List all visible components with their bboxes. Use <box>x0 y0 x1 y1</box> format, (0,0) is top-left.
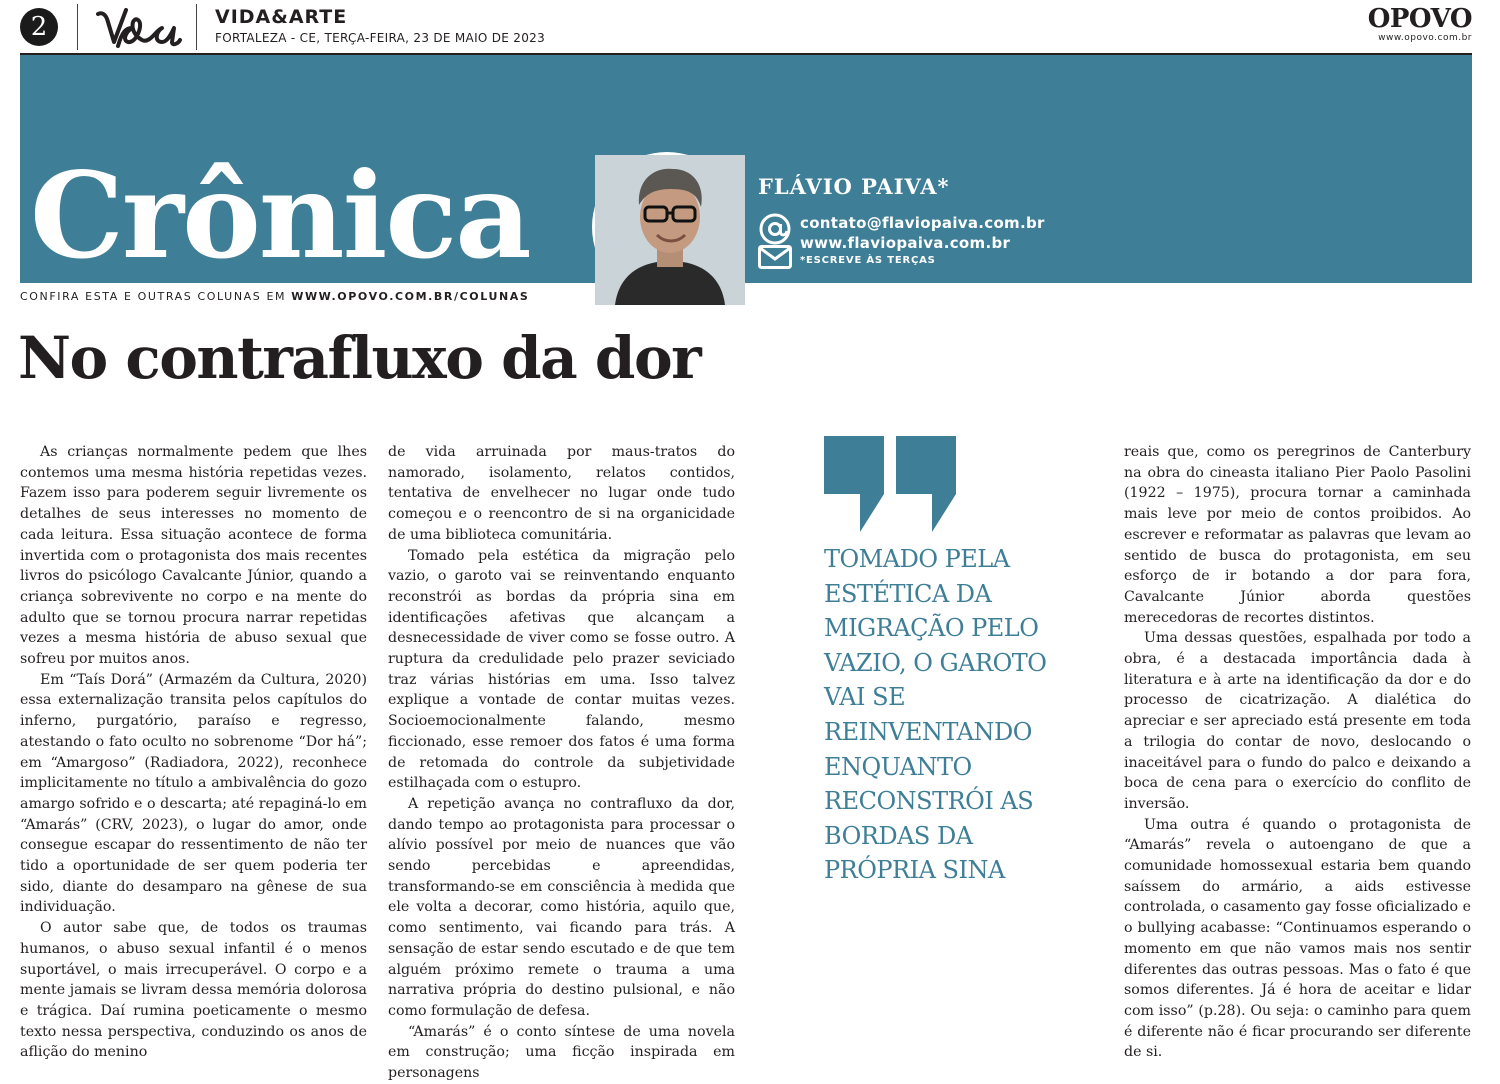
section-logo-icon <box>92 2 184 52</box>
paragraph: Uma outra é quando o protagonista de “Amarás” revela o autoengano de que a comunidade homossexual estaria bem quando saíssem do armário, a aids estivesse controlada, o casamento gay fosse oficializado e o bullying acabasse: “Continuamos esperando o momento em que não vamos mais nos sentir diferentes das outras pessoas. Mas o fato é que somos diferentes. Já é hora de aceitar e lidar com isso” (p.28). Ou seja: o caminho para quem é diferente não é ficar procurando ser diferente de si. <box>1124 816 1471 1061</box>
author-website-link[interactable]: www.flaviopaiva.com.br <box>800 234 1011 252</box>
at-sign-icon <box>758 212 792 246</box>
article-headline: No contrafluxo da dor <box>18 324 701 392</box>
column-title: Crônica <box>30 146 530 285</box>
paragraph: O autor sabe que, de todos os traumas humanos, o abuso sexual infantil é o menos suportável, o mais irrecuperável. O corpo e a mente jamais se livram dessa memória dolorosa e trágica. Daí rumina poeticamente o mesmo texto nessa perspectiva, conduzindo os anos de aflição do menino <box>20 920 367 1061</box>
brand[interactable] <box>1368 5 1472 43</box>
author-avatar <box>592 152 742 302</box>
more-columns-prefix: CONFIRA ESTA E OUTRAS COLUNAS EM <box>20 290 287 303</box>
pull-quote: TOMADO PELA ESTÉTICA DA MIGRAÇÃO PELO VAZIO, O GAROTO VAI SE REINVENTANDO ENQUANTO RECONSTRÓI AS BORDAS DA PRÓPRIA SINA <box>824 545 1047 885</box>
paragraph: Uma dessas questões, espalhada por todo a obra, é a destacada importância dada à literatura e à arte na identificação da dor e do processo de cicatrização. A dialética do apreciar e ser apreciado está presente em toda a trilogia do contar de novo, deslocando o inaceitável para o fundo do palco e deixando a boca de cena para o exercício do conflito de inversão. <box>1124 630 1471 812</box>
column-banner <box>20 55 1472 283</box>
paragraph: Em “Taís Dorá” (Armazém da Cultura, 2020) essa externalização transita pelos capítulos do inferno, purgatório, paraíso e regresso, atestando o fato oculto no sobrenome “Dor há”; em “Amargoso” (Radiadora, 2022), reconhece implicitamente no título a ambivalência do gozo amargo sofrido e o descarta; até repaginá-lo em “Amarás” (CRV, 2023), o lugar do amor, onde consegue escapar do ressentimento de não ter tido a oportunidade de ser quem poderia ter sido, diante do desamparo na gênese de sua individuação. <box>20 671 367 916</box>
paragraph: A repetição avança no contrafluxo da dor, dando tempo ao protagonista para processar o alívio possível por meio de nuances que vão sendo percebidas e apreendidas, transformando-se em consciência à medida que ele volta a decorar, como história, aquilo que, como sentimento, vai ficando para trás. A sensação de estar sendo escutado e de que tem alguém próximo remete o trauma a uma narrativa própria do destino pulsional, e não como formulação de defesa. <box>388 795 735 1019</box>
quote-marks-icon <box>824 436 956 532</box>
article-column-2 <box>388 442 735 1084</box>
brand-logo: OPOVO <box>1367 4 1472 34</box>
header-divider <box>196 4 197 50</box>
more-columns-link[interactable]: WWW.OPOVO.COM.BR/COLUNAS <box>291 290 530 303</box>
envelope-icon <box>758 245 792 269</box>
article-column-1 <box>20 442 367 1063</box>
schedule-note: *ESCREVE ÀS TERÇAS <box>800 255 936 266</box>
paragraph: de vida arruinada por maus-tratos do namorado, isolamento, relatos contidos, tentativa de envelhecer no lugar onde tudo começou e o reencontro de si na organicidade de uma biblioteca comunitária. <box>388 444 735 543</box>
author-portrait-icon <box>595 155 745 305</box>
author-name: FLÁVIO PAIVA* <box>758 174 950 199</box>
article-column-3 <box>1124 442 1471 1063</box>
paragraph: reais que, como os peregrinos de Canterbury na obra do cineasta italiano Pier Paolo Pasolini (1922 – 1975), procura tornar a caminhada mais leve por meio de contos proibidos. Ao escrever e reformatar as palavras que levam ao sentido de busca do protagonista, em seu esforço de ir botando a dor para fora, Cavalcante Júnior aborda questões merecedoras de recortes distintos. <box>1124 444 1471 626</box>
more-columns-line <box>20 290 529 303</box>
dateline: FORTALEZA - CE, TERÇA-FEIRA, 23 DE MAIO DE 2023 <box>215 31 546 45</box>
paragraph: As crianças normalmente pedem que lhes contemos uma mesma história repetidas vezes. Fazem isso para poderem seguir livremente os detalhes de seus interesses no momento de cada leitura. Essa situação acontece de forma invertida com o protagonista dos mais recentes livros do psicólogo Cavalcante Júnior, quando a criança sobrevivente no corpo e na mente do adulto que se tornou procura narrar repetidas vezes a mesma história de abuso sexual que sofreu por muitos anos. <box>20 444 367 668</box>
brand-url[interactable]: www.opovo.com.br <box>1378 33 1472 43</box>
section-name: VIDA&ARTE <box>215 6 348 28</box>
author-email-link[interactable]: contato@flaviopaiva.com.br <box>800 214 1045 232</box>
page-number: 2 <box>20 8 58 46</box>
paragraph: Tomado pela estética da migração pelo vazio, o garoto vai se reinventando enquanto reconstrói as bordas da própria sina em identificações afetivas que alcançam a desnecessidade de viver como se fosse outro. A ruptura da credulidade pelo prazer seviciado traz várias histórias em uma. Isso talvez explique a vontade de contar muitas vezes. Socioemocionalmente falando, mesmo ficcionado, esse remoer dos fatos é uma forma de retomada do controle da subjetividade estilhaçada com o estupro. <box>388 547 735 792</box>
header-divider <box>77 4 78 50</box>
paragraph: “Amarás” é o conto síntese de uma novela em construção; uma ficção inspirada em personagens <box>388 1023 735 1082</box>
